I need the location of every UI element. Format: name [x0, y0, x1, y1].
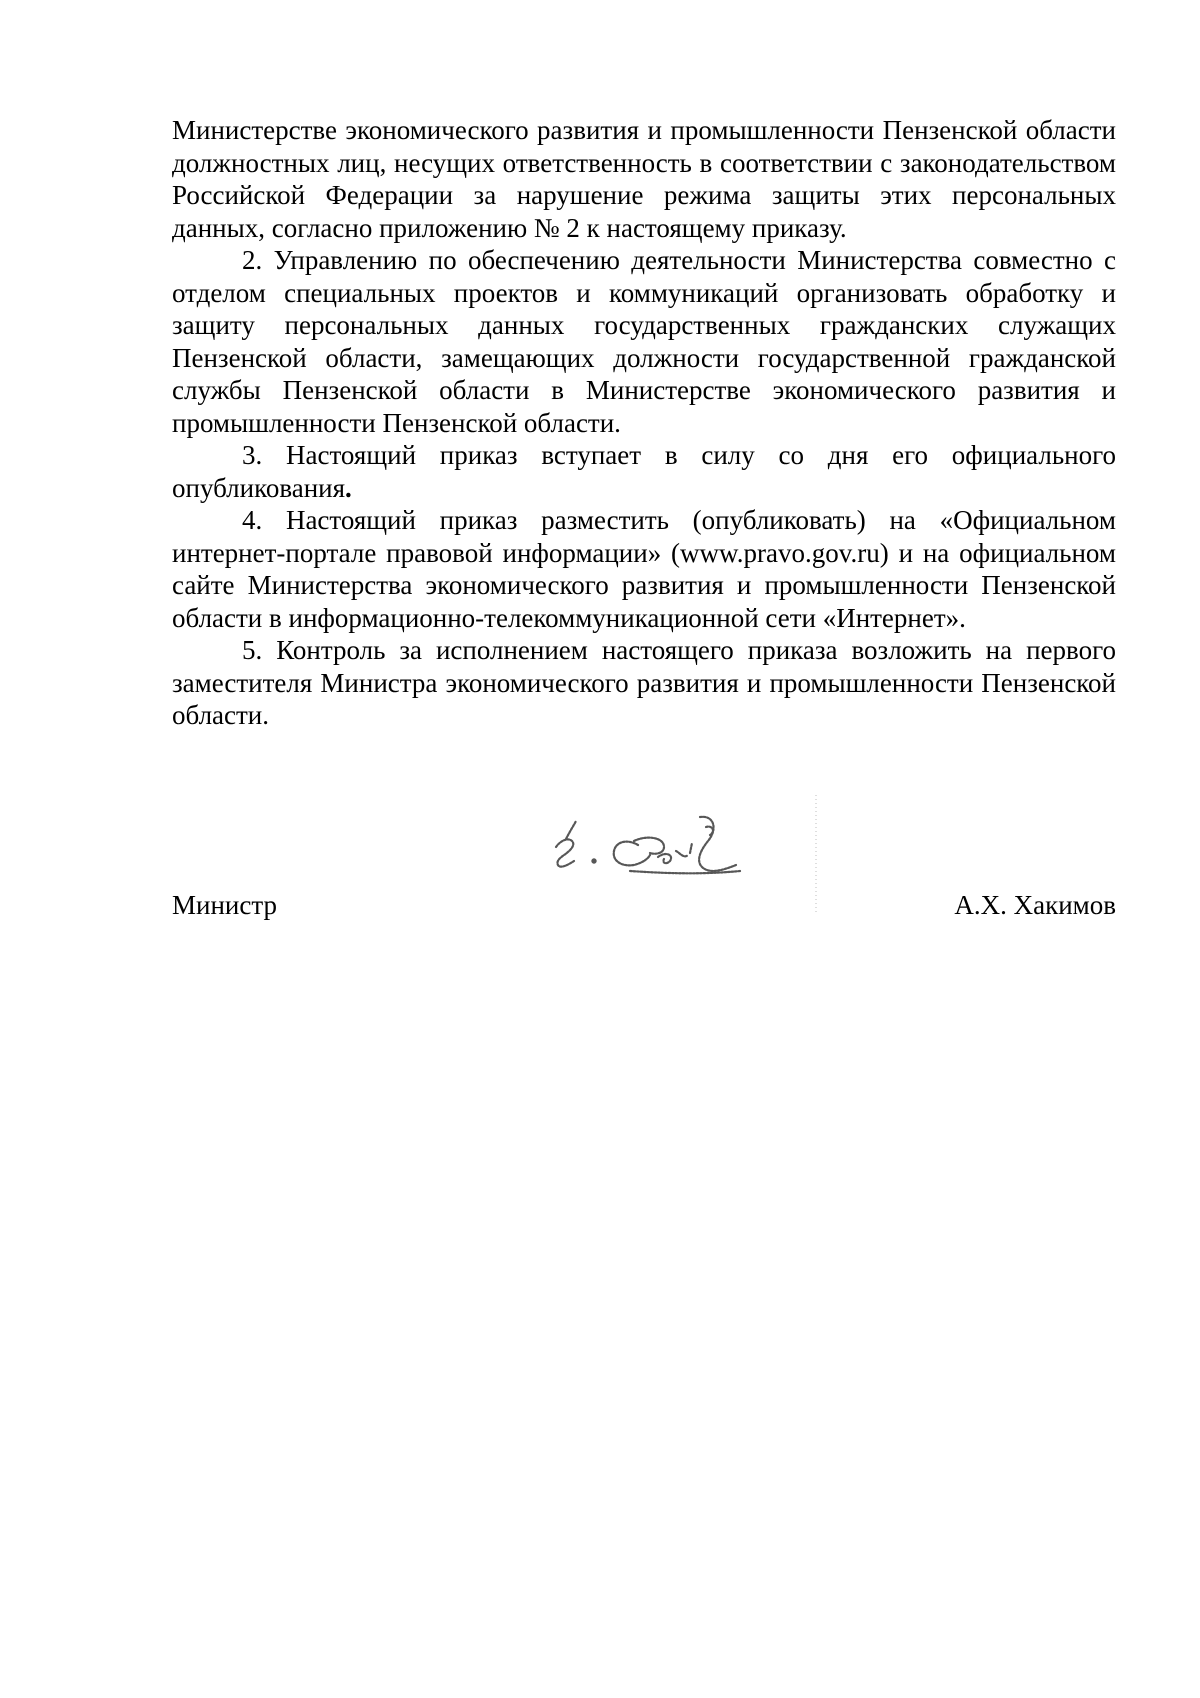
paragraph-item-2: 2. Управлению по обеспечению деятельности Министерства совместно с отделом специальных проектов и коммуникаций организовать обработку и защиту персональных данных государственных гражданских служащих Пензенской области, замещающих должности государственной гражданской службы Пензенской области в Министерстве экономического развития и промышленности Пензенской области.	[172, 245, 1116, 438]
paragraph-item-3-period: .	[345, 472, 352, 503]
signer-name: А.Х. Хакимов	[954, 890, 1116, 920]
paragraph-item-3	[172, 439, 1116, 504]
paragraph-item-4: 4. Настоящий приказ разместить (опубликовать) на «Официальном интернет-портале правовой информации» (www.pravo.gov.ru) и на официальном сайте Министерства экономического развития и промышленности Пензенской области в информационно-телекоммуникационной сети «Интернет».	[172, 505, 1116, 633]
paragraph-continuation: Министерстве экономического развития и промышленности Пензенской области должностных лиц, несущих ответственность в соответствии с законодательством Российской Федерации за нарушение режима защиты этих персональных данных, согласно приложению № 2 к настоящему приказу.	[172, 115, 1116, 243]
document-body	[172, 114, 1116, 732]
signer-position: Министр	[172, 890, 277, 920]
paragraph-item-5: 5. Контроль за исполнением настоящего приказа возложить на первого заместителя Министра экономического развития и промышленности Пензенской области.	[172, 635, 1116, 730]
paragraph-item-3-text: 3. Настоящий приказ вступает в силу со дня его официального опубликования	[172, 440, 1116, 503]
signature-block	[172, 880, 1116, 930]
